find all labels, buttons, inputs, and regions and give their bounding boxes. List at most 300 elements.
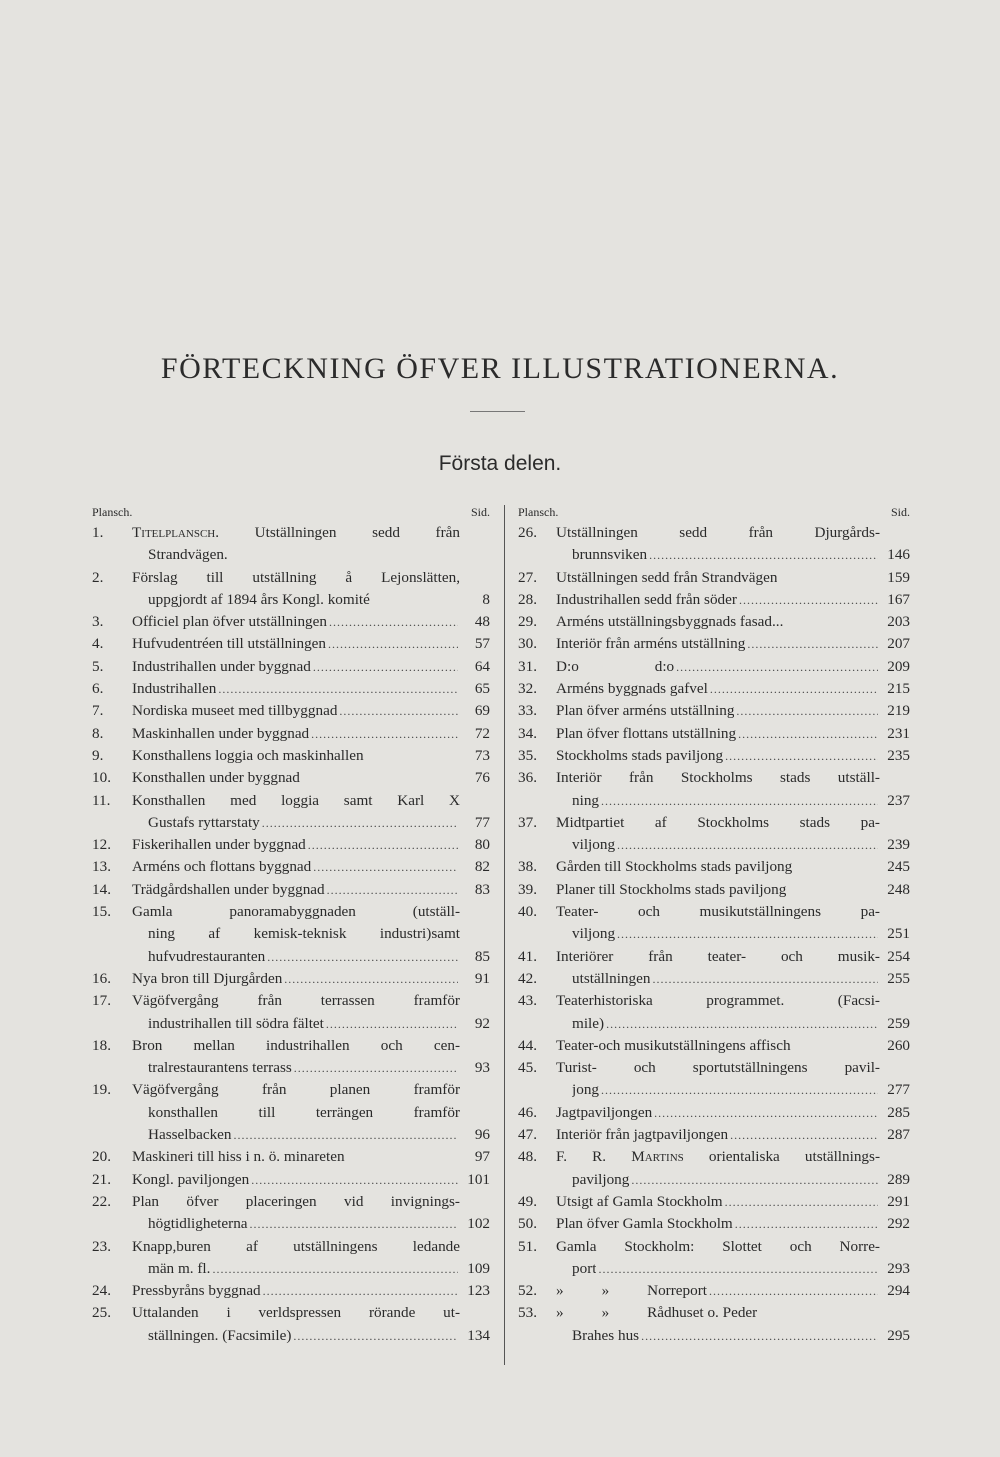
entry-line — [132, 723, 490, 745]
entry-title: Vägöfvergång från terrassen framför — [132, 992, 460, 1010]
toc-entry — [92, 1146, 490, 1168]
plate-number: 5. — [92, 657, 104, 675]
page-number: 237 — [887, 791, 910, 809]
toc-entry — [518, 1146, 910, 1191]
leader-dots — [308, 834, 458, 856]
leader-dots — [730, 1124, 878, 1146]
entry-title: Utställningen sedd från Djurgårds- — [556, 524, 880, 541]
entry-title: Planer till Stockholms stads paviljong — [556, 880, 787, 898]
entry-title: paviljong — [572, 1170, 630, 1188]
entry-line — [556, 879, 910, 901]
toc-entry — [92, 856, 490, 878]
page-number: 96 — [474, 1126, 490, 1144]
page-number: 72 — [474, 724, 490, 742]
entry-line — [556, 589, 910, 611]
page-number: 251 — [887, 925, 910, 943]
entry-line — [556, 611, 910, 633]
entry-line — [132, 700, 490, 722]
entry-title: viljong — [572, 836, 616, 854]
toc-entry — [518, 723, 910, 745]
entry-body — [132, 990, 490, 1035]
toc-entry — [518, 611, 910, 633]
entry-line — [556, 1013, 910, 1035]
leader-dots — [601, 790, 878, 812]
entry-body — [556, 633, 910, 655]
toc-entry — [92, 1169, 490, 1191]
entry-title: mile) — [572, 1014, 605, 1032]
entry-line — [556, 946, 910, 968]
toc-entry — [518, 1102, 910, 1124]
entry-body — [556, 879, 910, 901]
entry-body — [556, 856, 910, 878]
page-number: 76 — [474, 769, 490, 787]
page-number: 235 — [887, 746, 910, 764]
entry-body — [556, 990, 910, 1035]
entry-title: Arméns utställningsbyggnads fasad... — [556, 613, 784, 631]
entry-title: högtidligheterna — [148, 1215, 248, 1233]
entry-body — [556, 700, 910, 722]
page-number: 134 — [467, 1326, 490, 1344]
entry-line — [132, 790, 490, 812]
leader-dots — [262, 812, 458, 834]
left-column — [92, 502, 490, 1347]
plate-number: 48. — [518, 1148, 537, 1166]
entry-line — [556, 856, 910, 878]
plate-number: 11. — [92, 791, 111, 809]
toc-entry — [518, 1191, 910, 1213]
entry-body — [132, 901, 490, 968]
entry-title: män m. fl. — [148, 1259, 211, 1277]
toc-entry — [518, 968, 910, 990]
leader-dots — [606, 1013, 878, 1035]
leader-dots — [218, 678, 458, 700]
page-number: 85 — [474, 947, 490, 965]
entry-body — [132, 790, 490, 835]
plate-number: 23. — [92, 1237, 111, 1255]
toc-entry — [518, 879, 910, 901]
entry-line — [132, 522, 490, 544]
leader-dots — [709, 1280, 878, 1302]
plate-number: 30. — [518, 635, 537, 653]
leader-dots — [267, 946, 458, 968]
entry-title: viljong — [572, 925, 616, 943]
leader-dots — [212, 1258, 458, 1280]
leader-dots — [339, 700, 458, 722]
entry-line — [132, 1236, 490, 1258]
toc-entry — [92, 767, 490, 789]
leader-dots — [328, 633, 458, 655]
plate-number: 38. — [518, 858, 537, 876]
entry-line — [556, 1191, 910, 1213]
entry-line — [132, 1280, 490, 1302]
leader-dots — [311, 723, 458, 745]
page-number: 101 — [467, 1170, 490, 1188]
plate-number: 40. — [518, 903, 537, 921]
entry-title: tralrestaurantens terrass — [148, 1059, 292, 1077]
plate-number: 52. — [518, 1282, 537, 1300]
page-number: 248 — [887, 880, 910, 898]
entry-line — [556, 1325, 910, 1347]
toc-entry — [92, 611, 490, 633]
entry-title: Stockholms stads paviljong — [556, 746, 724, 764]
plate-number: 24. — [92, 1282, 111, 1300]
toc-entry — [92, 745, 490, 767]
leader-dots — [326, 1013, 458, 1035]
entry-body — [556, 589, 910, 611]
entry-line — [132, 1258, 490, 1280]
leader-dots — [641, 1325, 878, 1347]
entry-line — [132, 923, 490, 945]
toc-entry — [518, 856, 910, 878]
entry-body — [132, 567, 490, 612]
page-number: 64 — [474, 657, 490, 675]
page-number: 231 — [887, 724, 910, 742]
entry-title: Plan öfver arméns utställning — [556, 702, 735, 720]
entry-title: Strandvägen. — [148, 546, 228, 564]
leader-dots — [263, 1280, 458, 1302]
left-entry-list — [92, 522, 490, 1347]
page-number: 287 — [887, 1126, 910, 1144]
page-number: 91 — [474, 969, 490, 987]
toc-entry — [518, 1124, 910, 1146]
entry-title: Teaterhistoriska programmet. (Facsi- — [556, 992, 880, 1010]
entry-line — [132, 901, 490, 923]
toc-entry — [92, 968, 490, 990]
toc-entry — [518, 745, 910, 767]
page-number: 293 — [887, 1259, 910, 1277]
toc-entry — [518, 567, 910, 589]
sid-label: Sid. — [470, 505, 490, 519]
entry-title: industrihallen till södra fältet — [148, 1014, 324, 1032]
entry-title: Interiör från arméns utställning — [556, 635, 746, 653]
entry-line — [556, 700, 910, 722]
entry-line — [132, 812, 490, 834]
entry-title: port — [572, 1259, 597, 1277]
entry-body — [556, 745, 910, 767]
entry-line — [556, 723, 910, 745]
plate-number: 3. — [92, 613, 104, 631]
page-number: 219 — [887, 702, 910, 720]
entry-line — [556, 834, 910, 856]
plate-number: 10. — [92, 769, 111, 787]
plate-number: 32. — [518, 680, 537, 698]
entry-line — [556, 1280, 910, 1302]
toc-entry — [518, 522, 910, 567]
entry-title: Titelplansch. Utställningen sedd från — [132, 524, 460, 541]
toc-entry — [92, 567, 490, 612]
plate-number: 14. — [92, 880, 111, 898]
entry-line — [556, 1213, 910, 1235]
page-number: 97 — [474, 1148, 490, 1166]
entry-body — [132, 856, 490, 878]
entry-title: Konsthallen under byggnad — [132, 769, 300, 787]
entry-title: brunnsviken — [572, 546, 648, 564]
page-number: 254 — [887, 947, 910, 965]
toc-entry — [518, 946, 910, 968]
entry-line — [132, 767, 490, 789]
entry-line — [556, 1057, 910, 1079]
entry-body — [132, 1302, 490, 1347]
entry-body — [556, 611, 910, 633]
page-number: 57 — [474, 635, 490, 653]
entry-title: Knapp,buren af utställningens ledande — [132, 1237, 460, 1255]
toc-entry — [92, 879, 490, 901]
entry-body — [556, 1280, 910, 1302]
entry-line — [132, 879, 490, 901]
toc-entry — [518, 678, 910, 700]
leader-dots — [747, 633, 878, 655]
plate-number: 7. — [92, 702, 104, 720]
entry-body — [556, 968, 910, 990]
entry-title: Gamla panoramabyggnaden (utställ- — [132, 903, 460, 921]
entry-title: » » Rådhuset o. Peder — [556, 1304, 758, 1322]
leader-dots — [250, 1213, 458, 1235]
entry-line — [556, 1169, 910, 1191]
entry-body — [556, 1236, 910, 1281]
entry-line — [132, 567, 490, 589]
entry-line — [556, 790, 910, 812]
entry-body — [132, 678, 490, 700]
entry-title: Vägöfvergång från planen framför — [132, 1081, 460, 1099]
leader-dots — [676, 656, 878, 678]
plate-number: 9. — [92, 746, 104, 764]
entry-line — [556, 1258, 910, 1280]
entry-line — [556, 633, 910, 655]
page-number: 295 — [887, 1326, 910, 1344]
entry-body — [132, 834, 490, 856]
leader-dots — [725, 1191, 878, 1213]
leader-dots — [294, 1057, 458, 1079]
toc-entry — [518, 1057, 910, 1102]
page-number: 69 — [474, 702, 490, 720]
entry-title: Interiörer från teater- och musik- — [556, 947, 880, 965]
entry-title: Plan öfver flottans utställning — [556, 724, 737, 742]
entry-line — [556, 522, 910, 544]
entry-body — [556, 1102, 910, 1124]
entry-body — [132, 1169, 490, 1191]
toc-entry — [92, 723, 490, 745]
entry-title: utställningen — [572, 969, 651, 987]
entry-title: Nordiska museet med tillbyggnad — [132, 702, 338, 720]
page-number: 146 — [887, 546, 910, 564]
page-number: 294 — [887, 1282, 910, 1300]
entry-body — [556, 946, 910, 968]
toc-entry — [518, 812, 910, 857]
leader-dots — [710, 678, 878, 700]
entry-line — [132, 1057, 490, 1079]
entry-body — [132, 1079, 490, 1146]
page-number: 203 — [887, 613, 910, 631]
leader-dots — [327, 879, 458, 901]
toc-entry — [518, 1035, 910, 1057]
page-number: 209 — [887, 657, 910, 675]
page-number: 289 — [887, 1170, 910, 1188]
page-number: 123 — [467, 1282, 490, 1300]
plate-number: 41. — [518, 947, 537, 965]
entry-line — [556, 968, 910, 990]
entry-line — [132, 1102, 490, 1124]
entry-title: Kongl. paviljongen — [132, 1170, 250, 1188]
page-number: 291 — [887, 1192, 910, 1210]
entry-title: Gamla Stockholm: Slottet och Norre- — [556, 1237, 880, 1255]
entry-line — [556, 544, 910, 566]
leader-dots — [738, 723, 878, 745]
plate-number: 50. — [518, 1215, 537, 1233]
entry-body — [556, 901, 910, 946]
entry-body — [556, 567, 910, 589]
plate-number: 35. — [518, 746, 537, 764]
entry-title: Maskineri till hiss i n. ö. minareten — [132, 1148, 345, 1166]
entry-line — [556, 990, 910, 1012]
leader-dots — [631, 1169, 878, 1191]
toc-entry — [92, 1280, 490, 1302]
entry-title: Officiel plan öfver utställningen — [132, 613, 327, 631]
page-number: 109 — [467, 1259, 490, 1277]
entry-line — [556, 678, 910, 700]
entry-body — [556, 1191, 910, 1213]
entry-title: Utsigt af Gamla Stockholm — [556, 1192, 723, 1210]
entry-body — [556, 678, 910, 700]
toc-entry — [518, 589, 910, 611]
entry-line — [132, 1079, 490, 1101]
plate-number: 36. — [518, 769, 537, 787]
entry-title: hufvudrestauranten — [148, 947, 266, 965]
entry-line — [132, 656, 490, 678]
leader-dots — [735, 1213, 878, 1235]
entry-line — [132, 990, 490, 1012]
entry-body — [556, 1124, 910, 1146]
page-number: 260 — [887, 1036, 910, 1054]
entry-line — [132, 633, 490, 655]
entry-title: Konsthallens loggia och maskinhallen — [132, 746, 364, 764]
plate-number: 29. — [518, 613, 537, 631]
plansch-label: Plansch. — [92, 505, 133, 519]
entry-title: konsthallen till terrängen framför — [148, 1103, 460, 1121]
entry-title: Fiskerihallen under byggnad — [132, 836, 306, 854]
plate-number: 33. — [518, 702, 537, 720]
entry-title: Konsthallen med loggia samt Karl X — [132, 791, 460, 809]
plate-number: 34. — [518, 724, 537, 742]
plate-number: 39. — [518, 880, 537, 898]
entry-line — [556, 1035, 910, 1057]
entry-title: uppgjordt af 1894 års Kongl. komité — [148, 590, 370, 608]
entry-body — [556, 723, 910, 745]
plate-number: 21. — [92, 1170, 111, 1188]
page-number: 159 — [887, 568, 910, 586]
entry-body — [132, 700, 490, 722]
plate-number: 46. — [518, 1103, 537, 1121]
plate-number: 18. — [92, 1036, 111, 1054]
plansch-label: Plansch. — [518, 505, 559, 519]
toc-entry — [92, 990, 490, 1035]
page-number: 73 — [474, 746, 490, 764]
entry-title: Utställningen sedd från Strandvägen — [556, 568, 778, 586]
entry-title: Bron mellan industrihallen och cen- — [132, 1036, 460, 1054]
leader-dots — [329, 611, 458, 633]
entry-line — [132, 1191, 490, 1213]
toc-entry — [92, 1079, 490, 1146]
entry-body — [556, 767, 910, 812]
entry-line — [132, 589, 490, 611]
entry-body — [132, 1146, 490, 1168]
entry-title: Gården till Stockholms stads paviljong — [556, 858, 793, 876]
entry-body — [132, 879, 490, 901]
leader-dots — [284, 968, 458, 990]
toc-entry — [518, 767, 910, 812]
page-number: 292 — [887, 1215, 910, 1233]
entry-title: Industrihallen under byggnad — [132, 657, 311, 675]
toc-entry — [92, 522, 490, 567]
toc-entry — [518, 1280, 910, 1302]
entry-line — [556, 901, 910, 923]
plate-number: 6. — [92, 680, 104, 698]
entry-line — [132, 946, 490, 968]
entry-title: ning — [572, 791, 600, 809]
plate-number: 16. — [92, 969, 111, 987]
entry-line — [556, 812, 910, 834]
plate-number: 8. — [92, 724, 104, 742]
sid-label: Sid. — [890, 505, 910, 519]
plate-number: 17. — [92, 992, 111, 1010]
leader-dots — [725, 745, 878, 767]
leader-dots — [649, 544, 878, 566]
toc-entry — [92, 656, 490, 678]
entry-title: Hasselbacken — [148, 1126, 232, 1144]
entry-body — [132, 656, 490, 678]
entry-title: Teater-och musikutställningens affisch — [556, 1036, 791, 1054]
entry-body — [132, 723, 490, 745]
plate-number: 1. — [92, 524, 104, 541]
leader-dots — [601, 1079, 878, 1101]
section-subtitle: Första delen. — [438, 452, 562, 475]
toc-entry — [92, 700, 490, 722]
page-number: 8 — [482, 590, 490, 608]
toc-entry — [92, 1035, 490, 1080]
entry-body — [132, 767, 490, 789]
page-number: 239 — [887, 836, 910, 854]
entry-line — [132, 1013, 490, 1035]
entry-title: Gustafs ryttarstaty — [148, 813, 260, 831]
entry-line — [132, 1124, 490, 1146]
entry-title: Jagtpaviljongen — [556, 1103, 653, 1121]
page-number: 102 — [467, 1215, 490, 1233]
entry-title: Turist- och sportutställningens pavil- — [556, 1059, 880, 1077]
page-number: 83 — [474, 880, 490, 898]
leader-dots — [739, 589, 878, 611]
page-number: 167 — [887, 590, 910, 608]
plate-number: 25. — [92, 1304, 111, 1322]
plate-number: 53. — [518, 1304, 537, 1322]
entry-body — [132, 1191, 490, 1236]
entry-title: Trädgårdshallen under byggnad — [132, 880, 325, 898]
entry-title: » » Norreport — [556, 1282, 708, 1300]
entry-title: Uttalanden i verldspressen rörande ut- — [132, 1304, 460, 1322]
left-column-header — [92, 502, 490, 522]
entry-body — [132, 633, 490, 655]
entry-title: Industrihallen sedd från söder — [556, 590, 737, 608]
page-number: 93 — [474, 1059, 490, 1077]
entry-line — [132, 856, 490, 878]
plate-number: 13. — [92, 858, 111, 876]
entry-title: Förslag till utställning å Lejonslätten, — [132, 568, 460, 586]
entry-body — [132, 968, 490, 990]
entry-line — [556, 1079, 910, 1101]
toc-entry — [92, 790, 490, 835]
page-number: 245 — [887, 858, 910, 876]
page-number: 65 — [474, 680, 490, 698]
toc-entry — [92, 1302, 490, 1347]
plate-number: 47. — [518, 1126, 537, 1144]
